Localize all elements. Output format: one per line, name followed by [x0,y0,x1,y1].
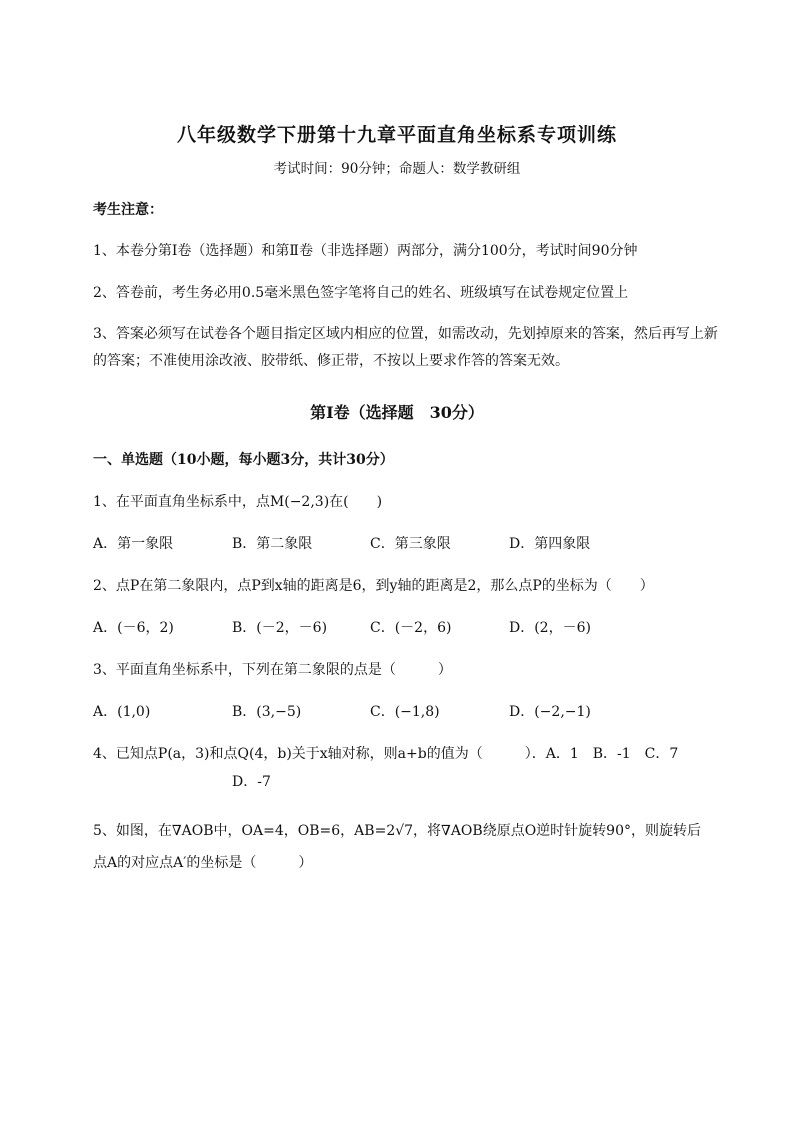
notice-heading: 考生注意： [93,202,163,218]
notice-item: 2、答卷前，考生务必用0.5毫米黑色签字笔将自己的姓名、班级填写在试卷规定位置上 [93,285,629,301]
question-1-option-d: D．第四象限 [509,536,591,552]
question-1-option-a: A．第一象限 [93,536,174,552]
question-5-stem-continued: 点A的对应点A′的坐标是（ ） [93,855,313,871]
question-1-option-b: B．第二象限 [232,536,313,552]
question-1-stem: 1、在平面直角坐标系中，点M(−2,3)在( ) [93,494,383,510]
question-3-option-a: A．(1,0) [93,704,151,720]
page-title: 八年级数学下册第十九章平面直角坐标系专项训练 [176,124,617,146]
question-2-option-c: C．(－2，6) [370,620,452,636]
question-3-option-b: B．(3,−5) [232,704,302,720]
question-4-stem: 4、已知点P(a，3)和点Q(4，b)关于x轴对称，则a+b的值为（ ）．A．1 B．-1 C．7 [93,746,679,762]
question-3-stem: 3、平面直角坐标系中，下列在第二象限的点是（ ） [93,662,452,678]
section-title: 第I卷（选择题 30分） [310,403,484,422]
question-2-stem: 2、点P在第二象限内，点P到x轴的距离是6，到y轴的距离是2，那么点P的坐标为（ ） [93,578,654,594]
exam-info: 考试时间：90分钟；命题人：数学教研组 [273,161,521,177]
question-2-option-d: D．(2，－6) [509,620,591,636]
question-4-option-d: D．-7 [232,774,271,790]
question-1-option-c: C．第三象限 [370,536,451,552]
notice-item: 的答案；不准使用涂改液、胶带纸、修正带，不按以上要求作答的答案无效。 [93,353,569,369]
question-2-option-a: A．(－6，2) [93,620,174,636]
question-3-option-d: D．(−2,−1) [509,704,591,720]
part-heading: 一、单选题（10小题，每小题3分，共计30分） [93,452,394,468]
question-3-option-c: C．(−1,8) [370,704,440,720]
notice-item: 3、答案必须写在试卷各个题目指定区域内相应的位置，如需改动，先划掉原来的答案，然后再写上新 [93,326,718,342]
question-5-stem: 5、如图，在∇AOB中，OA=4，OB=6，AB=2√7，将∇AOB绕原点O逆时针旋转90°，则旋转后 [93,823,701,839]
notice-item: 1、本卷分第I卷（选择题）和第Ⅱ卷（非选择题）两部分，满分100分，考试时间90分钟 [93,243,638,259]
question-2-option-b: B．(－2，－6) [232,620,328,636]
